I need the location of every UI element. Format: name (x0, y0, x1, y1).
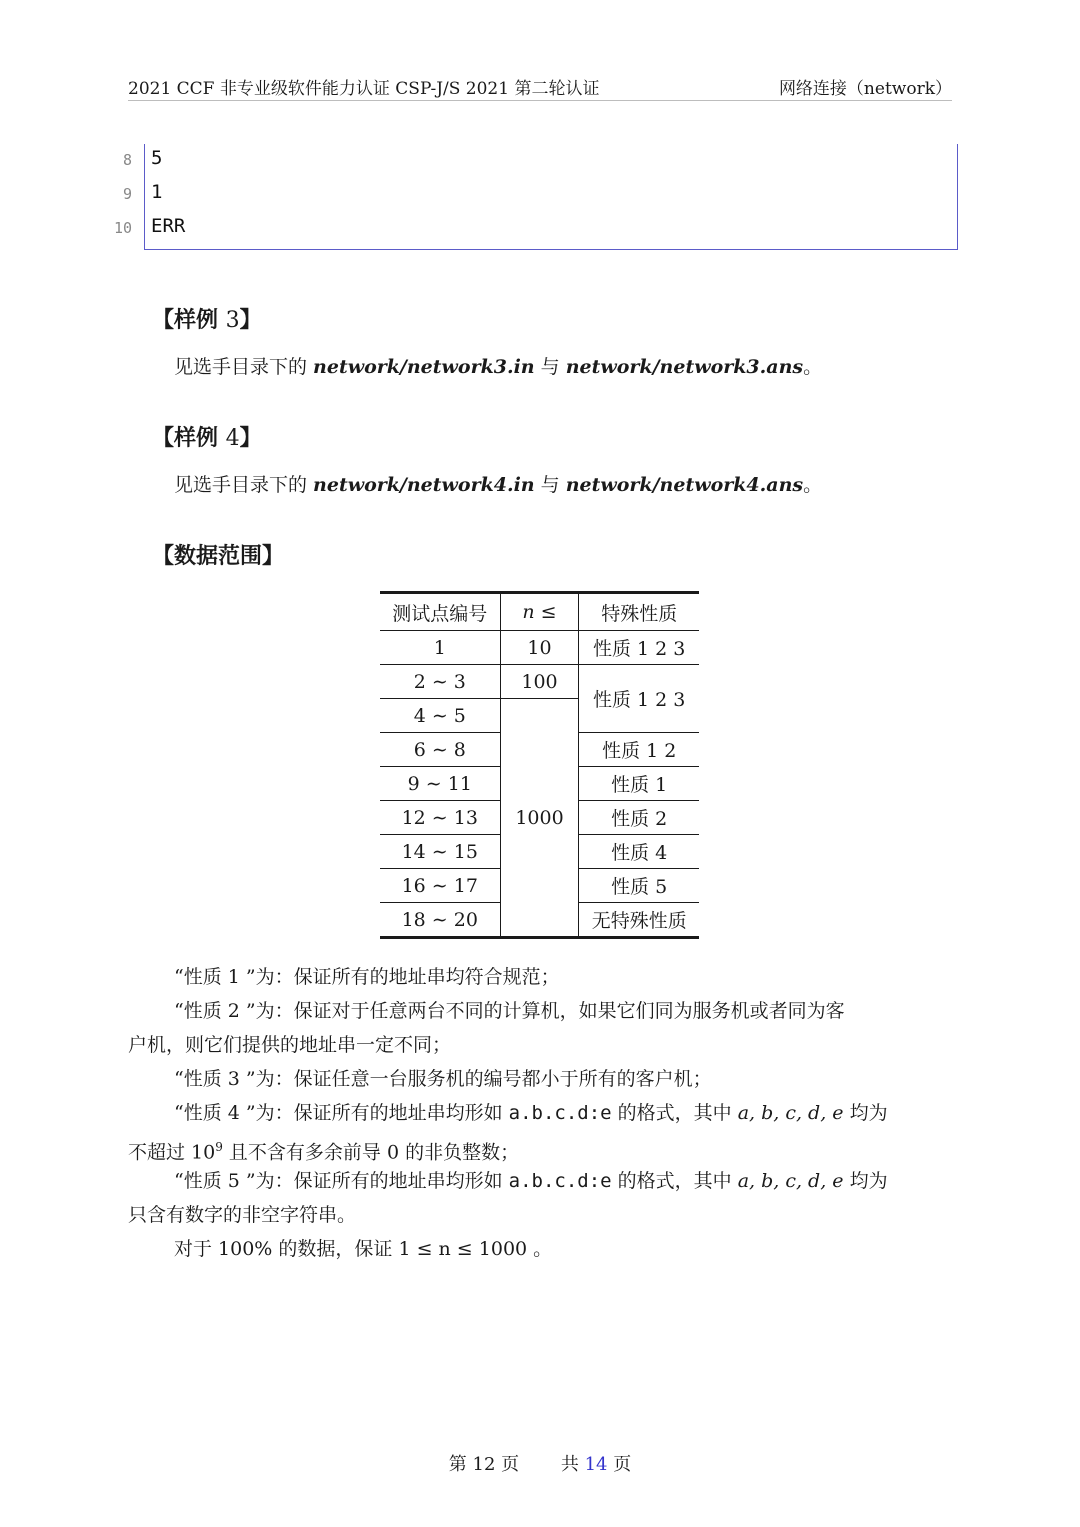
code-line (108, 144, 958, 178)
sample3-title: 【样例 3】 (152, 308, 262, 333)
table-cell: 100 (500, 665, 579, 699)
table-cell: 1 (380, 631, 500, 665)
header-problem-name: 网络连接（network） (778, 79, 952, 99)
sample3-in-file: network/network3.in (313, 356, 535, 378)
property-4-line1: “性质 4 ”为：保证所有的地址串均形如 a.b.c.d:e 的格式，其中 a, b, c, d, e 均为 (174, 1102, 888, 1124)
table-cell: 4 ∼ 5 (380, 699, 500, 733)
line-number: 9 (122, 185, 132, 203)
table-cell: 1000 (500, 699, 579, 938)
table-cell: 性质 4 (579, 835, 699, 869)
header-n: n ≤ (500, 593, 579, 631)
table-cell: 2 ∼ 3 (380, 665, 500, 699)
line-number: 8 (122, 151, 132, 169)
overall-constraint: 对于 100% 的数据，保证 1 ≤ n ≤ 1000 。 (174, 1238, 553, 1260)
page-header (128, 72, 952, 101)
code-line (108, 212, 958, 246)
table-cell: 性质 1 2 3 (579, 631, 699, 665)
sample4-text: 见选手目录下的 network/network4.in 与 network/network4.ans。 (174, 474, 823, 496)
sample4-in-file: network/network4.in (313, 474, 535, 496)
table-cell: 16 ∼ 17 (380, 869, 500, 903)
table-cell: 10 (500, 631, 579, 665)
table-cell: 性质 5 (579, 869, 699, 903)
sample4-ans-file: network/network4.ans (565, 474, 804, 496)
property-5-line1: “性质 5 ”为：保证所有的地址串均形如 a.b.c.d:e 的格式，其中 a, b, c, d, e 均为 (174, 1170, 888, 1192)
table-cell: 6 ∼ 8 (380, 733, 500, 767)
code-text: 5 (151, 147, 163, 169)
data-range-table (380, 591, 699, 939)
code-text: 1 (151, 181, 163, 203)
table-cell: 性质 1 2 3 (579, 665, 699, 733)
table-cell: 14 ∼ 15 (380, 835, 500, 869)
property-2-line2: 户机，则它们提供的地址串一定不同； (128, 1034, 452, 1056)
data-range-title: 【数据范围】 (152, 544, 285, 569)
header-property: 特殊性质 (579, 593, 699, 631)
table-cell: 18 ∼ 20 (380, 903, 500, 938)
address-format-code: a.b.c.d:e (508, 1102, 612, 1124)
property-2-line1: “性质 2 ”为：保证对于任意两台不同的计算机，如果它们同为服务机或者同为客 (174, 1000, 845, 1022)
table-cell: 性质 2 (579, 801, 699, 835)
page-footer (0, 1450, 1080, 1476)
table-cell: 9 ∼ 11 (380, 767, 500, 801)
property-5-line2: 只含有数字的非空字符串。 (128, 1204, 357, 1226)
sample3-text: 见选手目录下的 network/network3.in 与 network/network3.ans。 (174, 356, 823, 378)
line-number: 10 (113, 219, 132, 237)
code-line (108, 178, 958, 212)
table-cell: 性质 1 (579, 767, 699, 801)
property-4-line2: 不超过 $10^9$ 且不含有多余前导 0 的非负整数； (128, 1140, 520, 1164)
header-test-id: 测试点编号 (380, 593, 500, 631)
table-cell: 12 ∼ 13 (380, 801, 500, 835)
sample3-ans-file: network/network3.ans (565, 356, 804, 378)
code-listing (108, 144, 958, 251)
address-format-code: a.b.c.d:e (508, 1170, 612, 1192)
table-cell: 无特殊性质 (591, 910, 687, 932)
table-cell: 性质 1 2 (579, 733, 699, 767)
code-text: ERR (151, 215, 186, 237)
table-row (380, 631, 699, 665)
table-row (380, 665, 699, 699)
sample4-title: 【样例 4】 (152, 426, 262, 451)
property-1: “性质 1 ”为：保证所有的地址串均符合规范； (174, 966, 560, 988)
header-title: 2021 CCF 非专业级软件能力认证 CSP-J/S 2021 第二轮认证 (128, 79, 600, 99)
page-total: 共 14 页 (560, 1454, 632, 1475)
page-number: 第 12 页 (448, 1454, 520, 1475)
property-3: “性质 3 ”为：保证任意一台服务机的编号都小于所有的客户机； (174, 1068, 712, 1090)
